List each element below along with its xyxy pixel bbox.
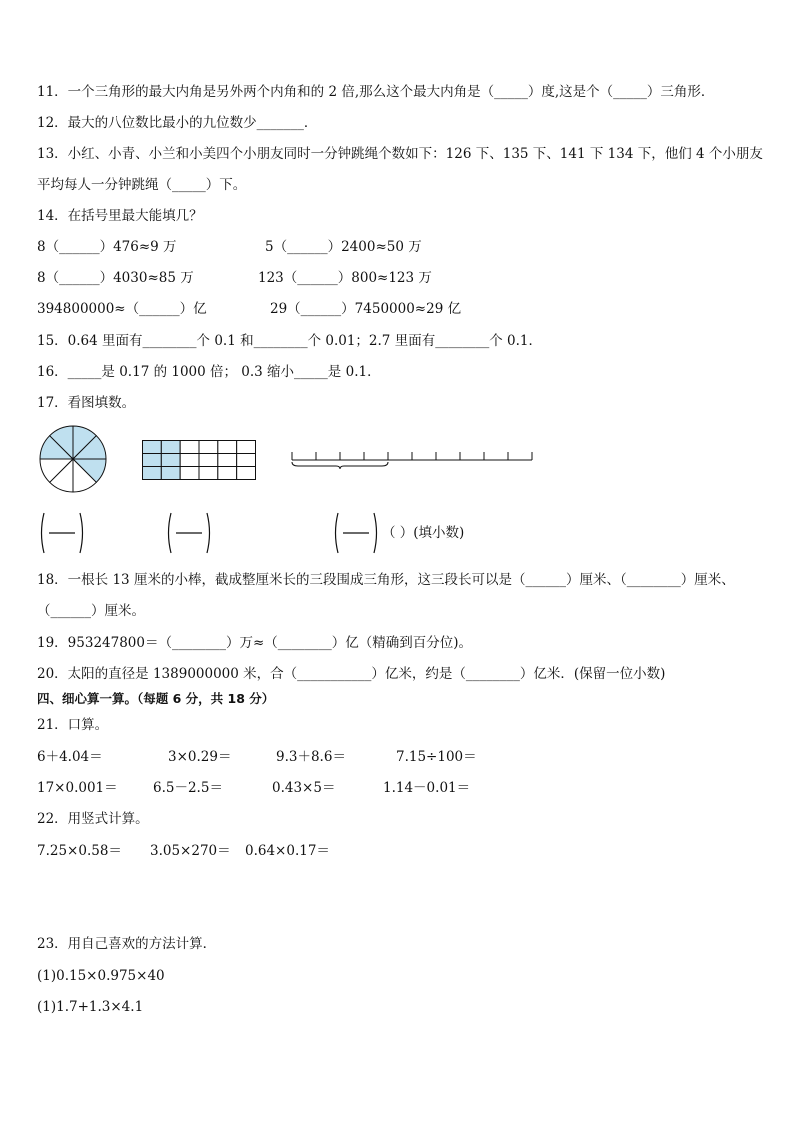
question-13-line2: 平均每人一分钟跳绳（_____）下。 — [37, 177, 247, 193]
q21-item-3: 9.3＋8.6＝ — [276, 749, 346, 765]
grid-cell — [143, 441, 162, 454]
grid-cell — [180, 454, 199, 467]
question-21-title: 21．口算。 — [37, 717, 109, 733]
fraction-blank-1 — [38, 511, 86, 555]
grid-cell — [218, 454, 237, 467]
question-19: 19．953247800＝（________）万≈（________）亿（精确到百分位)。 — [37, 635, 473, 651]
q14-item-5: 394800000≈（______）亿 — [37, 301, 207, 317]
q23-item-2: (1)1.7+1.3×4.1 — [37, 999, 144, 1015]
question-15: 15．0.64 里面有________个 0.1 和________个 0.01；2.7 里面有________个 0.1． — [37, 333, 542, 349]
section-4-heading: 四、细心算一算。（每题 6 分，共 18 分） — [37, 691, 275, 706]
grid-cell — [199, 454, 218, 467]
grid-cell — [237, 454, 256, 467]
q14-item-2: 5（______）2400≈50 万 — [265, 239, 422, 255]
q21-item-1: 6＋4.04＝ — [37, 749, 103, 765]
question-22-title: 22．用竖式计算。 — [37, 811, 149, 827]
q22-item-2: 3.05×270＝ — [150, 843, 231, 859]
question-16: 16．_____是 0.17 的 1000 倍； 0.3 缩小_____是 0.1． — [37, 364, 381, 380]
grid-cell — [143, 454, 162, 467]
q21-item-7: 0.43×5＝ — [272, 780, 336, 796]
q21-item-8: 1.14－0.01＝ — [383, 780, 471, 796]
grid-cell — [161, 454, 180, 467]
grid-cell — [218, 441, 237, 454]
grid-cell — [161, 467, 180, 480]
q14-item-3: 8（______）4030≈85 万 — [37, 270, 194, 286]
q14-item-4: 123（______）800≈123 万 — [258, 270, 432, 286]
q22-item-3: 0.64×0.17＝ — [245, 843, 330, 859]
q22-item-1: 7.25×0.58＝ — [37, 843, 122, 859]
question-18-line2: （______）厘米。 — [37, 603, 145, 619]
q23-item-1: (1)0.15×0.975×40 — [37, 968, 165, 984]
question-13-line1: 13．小红、小青、小兰和小美四个小朋友同时一分钟跳绳个数如下：126 下、135 下、141 下 134 下，他们 4 个小朋友 — [37, 146, 763, 162]
grid-cell — [237, 441, 256, 454]
question-18-line1: 18．一根长 13 厘米的小棒，截成整厘米长的三段围成三角形，这三段长可以是（______）厘米、（________）厘米、 — [37, 572, 735, 588]
question-14-title: 14．在括号里最大能填几？ — [37, 208, 203, 224]
question-20: 20．太阳的直径是 1389000000 米，合（___________）亿米，约是（________）亿米．(保留一位小数) — [37, 666, 666, 682]
grid-cell — [218, 467, 237, 480]
fraction-blank-2 — [165, 511, 213, 555]
q14-item-1: 8（______）476≈9 万 — [37, 239, 177, 255]
question-17-title: 17．看图填数。 — [37, 395, 136, 411]
number-line-figure — [290, 446, 534, 470]
number-line-brace — [292, 462, 388, 469]
grid-cell — [143, 467, 162, 480]
grid-cell — [199, 467, 218, 480]
question-23-title: 23．用自己喜欢的方法计算． — [37, 936, 217, 952]
grid-cell — [199, 441, 218, 454]
question-11: 11．一个三角形的最大内角是另外两个内角和的 2 倍,那么这个最大内角是（_____）度,这是个（_____）三角形． — [37, 84, 715, 100]
q21-item-4: 7.15÷100＝ — [396, 749, 477, 765]
q21-item-5: 17×0.001＝ — [37, 780, 118, 796]
grid-cell — [161, 441, 180, 454]
decimal-blank-note: （ ）(填小数) — [382, 525, 465, 541]
q21-item-2: 3×0.29＝ — [168, 749, 232, 765]
q14-item-6: 29（______）7450000≈29 亿 — [270, 301, 462, 317]
question-12: 12．最大的八位数比最小的九位数少_______． — [37, 115, 318, 131]
pie-figure — [38, 424, 108, 494]
q21-item-6: 6.5－2.5＝ — [153, 780, 223, 796]
grid-cell — [180, 441, 199, 454]
grid-cell — [180, 467, 199, 480]
fraction-blank-3 — [332, 511, 380, 555]
grid-figure — [142, 440, 256, 480]
grid-cell — [237, 467, 256, 480]
